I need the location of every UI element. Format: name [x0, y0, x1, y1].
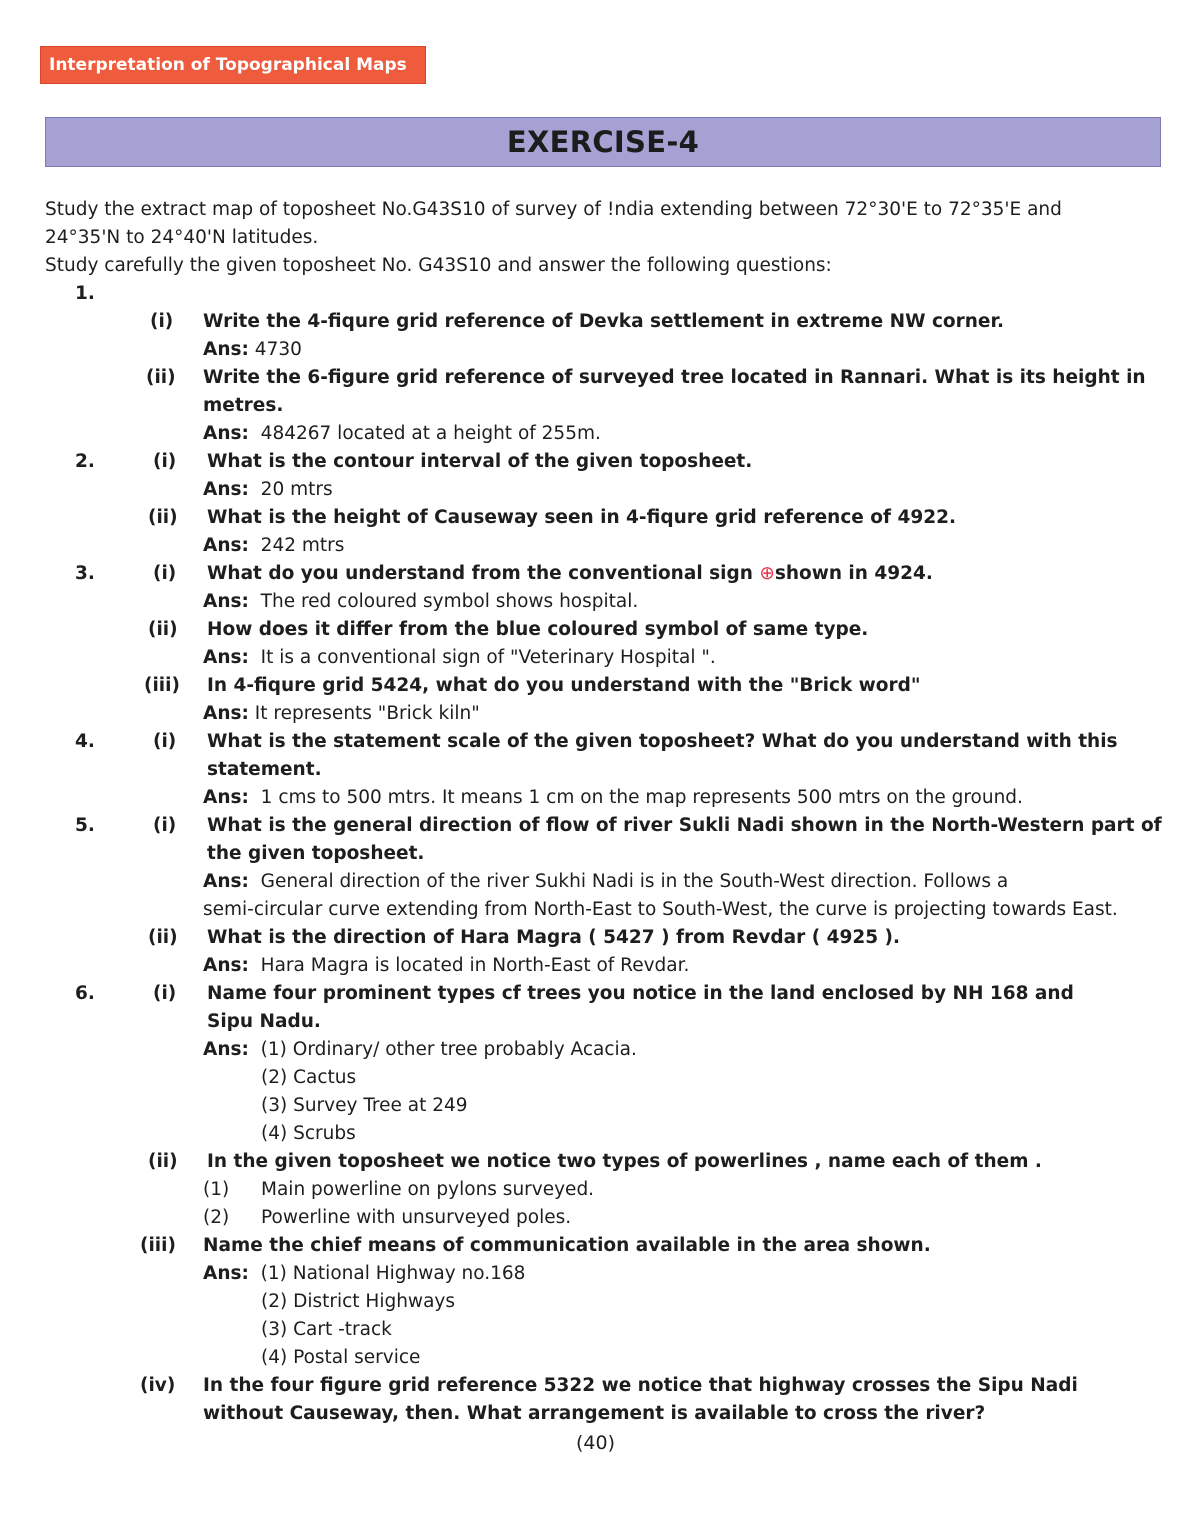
question-text: the given toposheet. [207, 843, 425, 864]
question-text: Write the 4-fiqure grid reference of Devka settlement in extreme NW corner. [203, 311, 1004, 332]
hospital-symbol-icon: ⊕ [759, 563, 775, 584]
question-text: What is the direction of Hara Magra ( 5427 ) from Revdar ( 4925 ). [207, 927, 901, 948]
question-text: What do you understand from the conventional sign ⊕shown in 4924. [207, 563, 933, 584]
question-text: statement. [207, 759, 322, 780]
question-text: Sipu Nadu. [207, 1011, 321, 1032]
list-item: (2) Cactus [261, 1067, 357, 1088]
answer: Ans: Hara Magra is located in North-East of Revdar. [203, 955, 690, 976]
section-tag: Interpretation of Topographical Maps [40, 46, 426, 84]
sub-label: (i) [153, 563, 177, 584]
list-item-number: (1) [203, 1179, 230, 1200]
question-text: In the given toposheet we notice two types of powerlines , name each of them . [207, 1151, 1042, 1172]
answer: Ans: It is a conventional sign of "Veterinary Hospital ". [203, 647, 716, 668]
list-item: (2) District Highways [261, 1291, 455, 1312]
answer: Ans: (1) Ordinary/ other tree probably Acacia. [203, 1039, 637, 1060]
answer: Ans: 20 mtrs [203, 479, 333, 500]
question-number: 5. [75, 815, 95, 836]
sub-label: (ii) [148, 507, 178, 528]
question-number: 1. [75, 283, 95, 304]
sub-label: (i) [153, 451, 177, 472]
question-number: 4. [75, 731, 95, 752]
list-item: Powerline with unsurveyed poles. [261, 1207, 572, 1228]
sub-label: (i) [153, 731, 177, 752]
answer: Ans: 484267 located at a height of 255m. [203, 423, 601, 444]
sub-label: (ii) [148, 619, 178, 640]
sub-label: (i) [153, 983, 177, 1004]
question-text: metres. [203, 395, 284, 416]
list-item-number: (2) [203, 1207, 230, 1228]
question-text: In 4-fiqure grid 5424, what do you understand with the "Brick word" [207, 675, 921, 696]
answer: Ans: General direction of the river Sukhi Nadi is in the South-West direction. Follows a [203, 871, 1009, 892]
list-item: (4) Postal service [261, 1347, 421, 1368]
sub-label: (ii) [148, 927, 178, 948]
intro-line: Study the extract map of toposheet No.G43S10 of survey of !ndia extending between 72°30'E to 72°35'E and [45, 199, 1062, 220]
question-text: What is the general direction of flow of river Sukli Nadi shown in the North-Western part of [207, 815, 1162, 836]
question-text: In the four figure grid reference 5322 we notice that highway crosses the Sipu Nadi [203, 1375, 1078, 1396]
question-number: 6. [75, 983, 95, 1004]
answer: Ans: (1) National Highway no.168 [203, 1263, 526, 1284]
list-item: (4) Scrubs [261, 1123, 356, 1144]
question-text: without Causeway, then. What arrangement is available to cross the river? [203, 1403, 986, 1424]
intro-line: 24°35'N to 24°40'N latitudes. [45, 227, 319, 248]
list-item: (3) Survey Tree at 249 [261, 1095, 468, 1116]
answer: Ans: 1 cms to 500 mtrs. It means 1 cm on the map represents 500 mtrs on the ground. [203, 787, 1023, 808]
answer: Ans: It represents "Brick kiln" [203, 703, 480, 724]
question-text: Name the chief means of communication available in the area shown. [203, 1235, 931, 1256]
answer: Ans: The red coloured symbol shows hospital. [203, 591, 639, 612]
question-number: 3. [75, 563, 95, 584]
sub-label: (iii) [140, 1235, 176, 1256]
sub-label: (iii) [144, 675, 180, 696]
question-text: Name four prominent types cf trees you notice in the land enclosed by NH 168 and [207, 983, 1074, 1004]
question-text: What is the statement scale of the given toposheet? What do you understand with this [207, 731, 1118, 752]
question-text: Write the 6-figure grid reference of surveyed tree located in Rannari. What is its height in [203, 367, 1146, 388]
sub-label: (iv) [140, 1375, 176, 1396]
answer: Ans: 242 mtrs [203, 535, 345, 556]
question-text: What is the height of Causeway seen in 4-fiqure grid reference of 4922. [207, 507, 957, 528]
list-item: Main powerline on pylons surveyed. [261, 1179, 595, 1200]
intro-line: Study carefully the given toposheet No. G43S10 and answer the following questions: [45, 255, 832, 276]
question-text: How does it differ from the blue coloured symbol of same type. [207, 619, 869, 640]
page-number: (40) [575, 1432, 615, 1454]
answer-continued: semi-circular curve extending from North-East to South-West, the curve is projecting towards East. [203, 899, 1118, 920]
sub-label: (ii) [146, 367, 176, 388]
answer: Ans: 4730 [203, 339, 302, 360]
page-title: EXERCISE-4 [506, 125, 700, 159]
question-text: What is the contour interval of the given toposheet. [207, 451, 753, 472]
sub-label: (i) [153, 815, 177, 836]
sub-label: (ii) [148, 1151, 178, 1172]
exercise-banner [45, 117, 1161, 167]
question-number: 2. [75, 451, 95, 472]
sub-label: (i) [150, 311, 174, 332]
list-item: (3) Cart -track [261, 1319, 392, 1340]
